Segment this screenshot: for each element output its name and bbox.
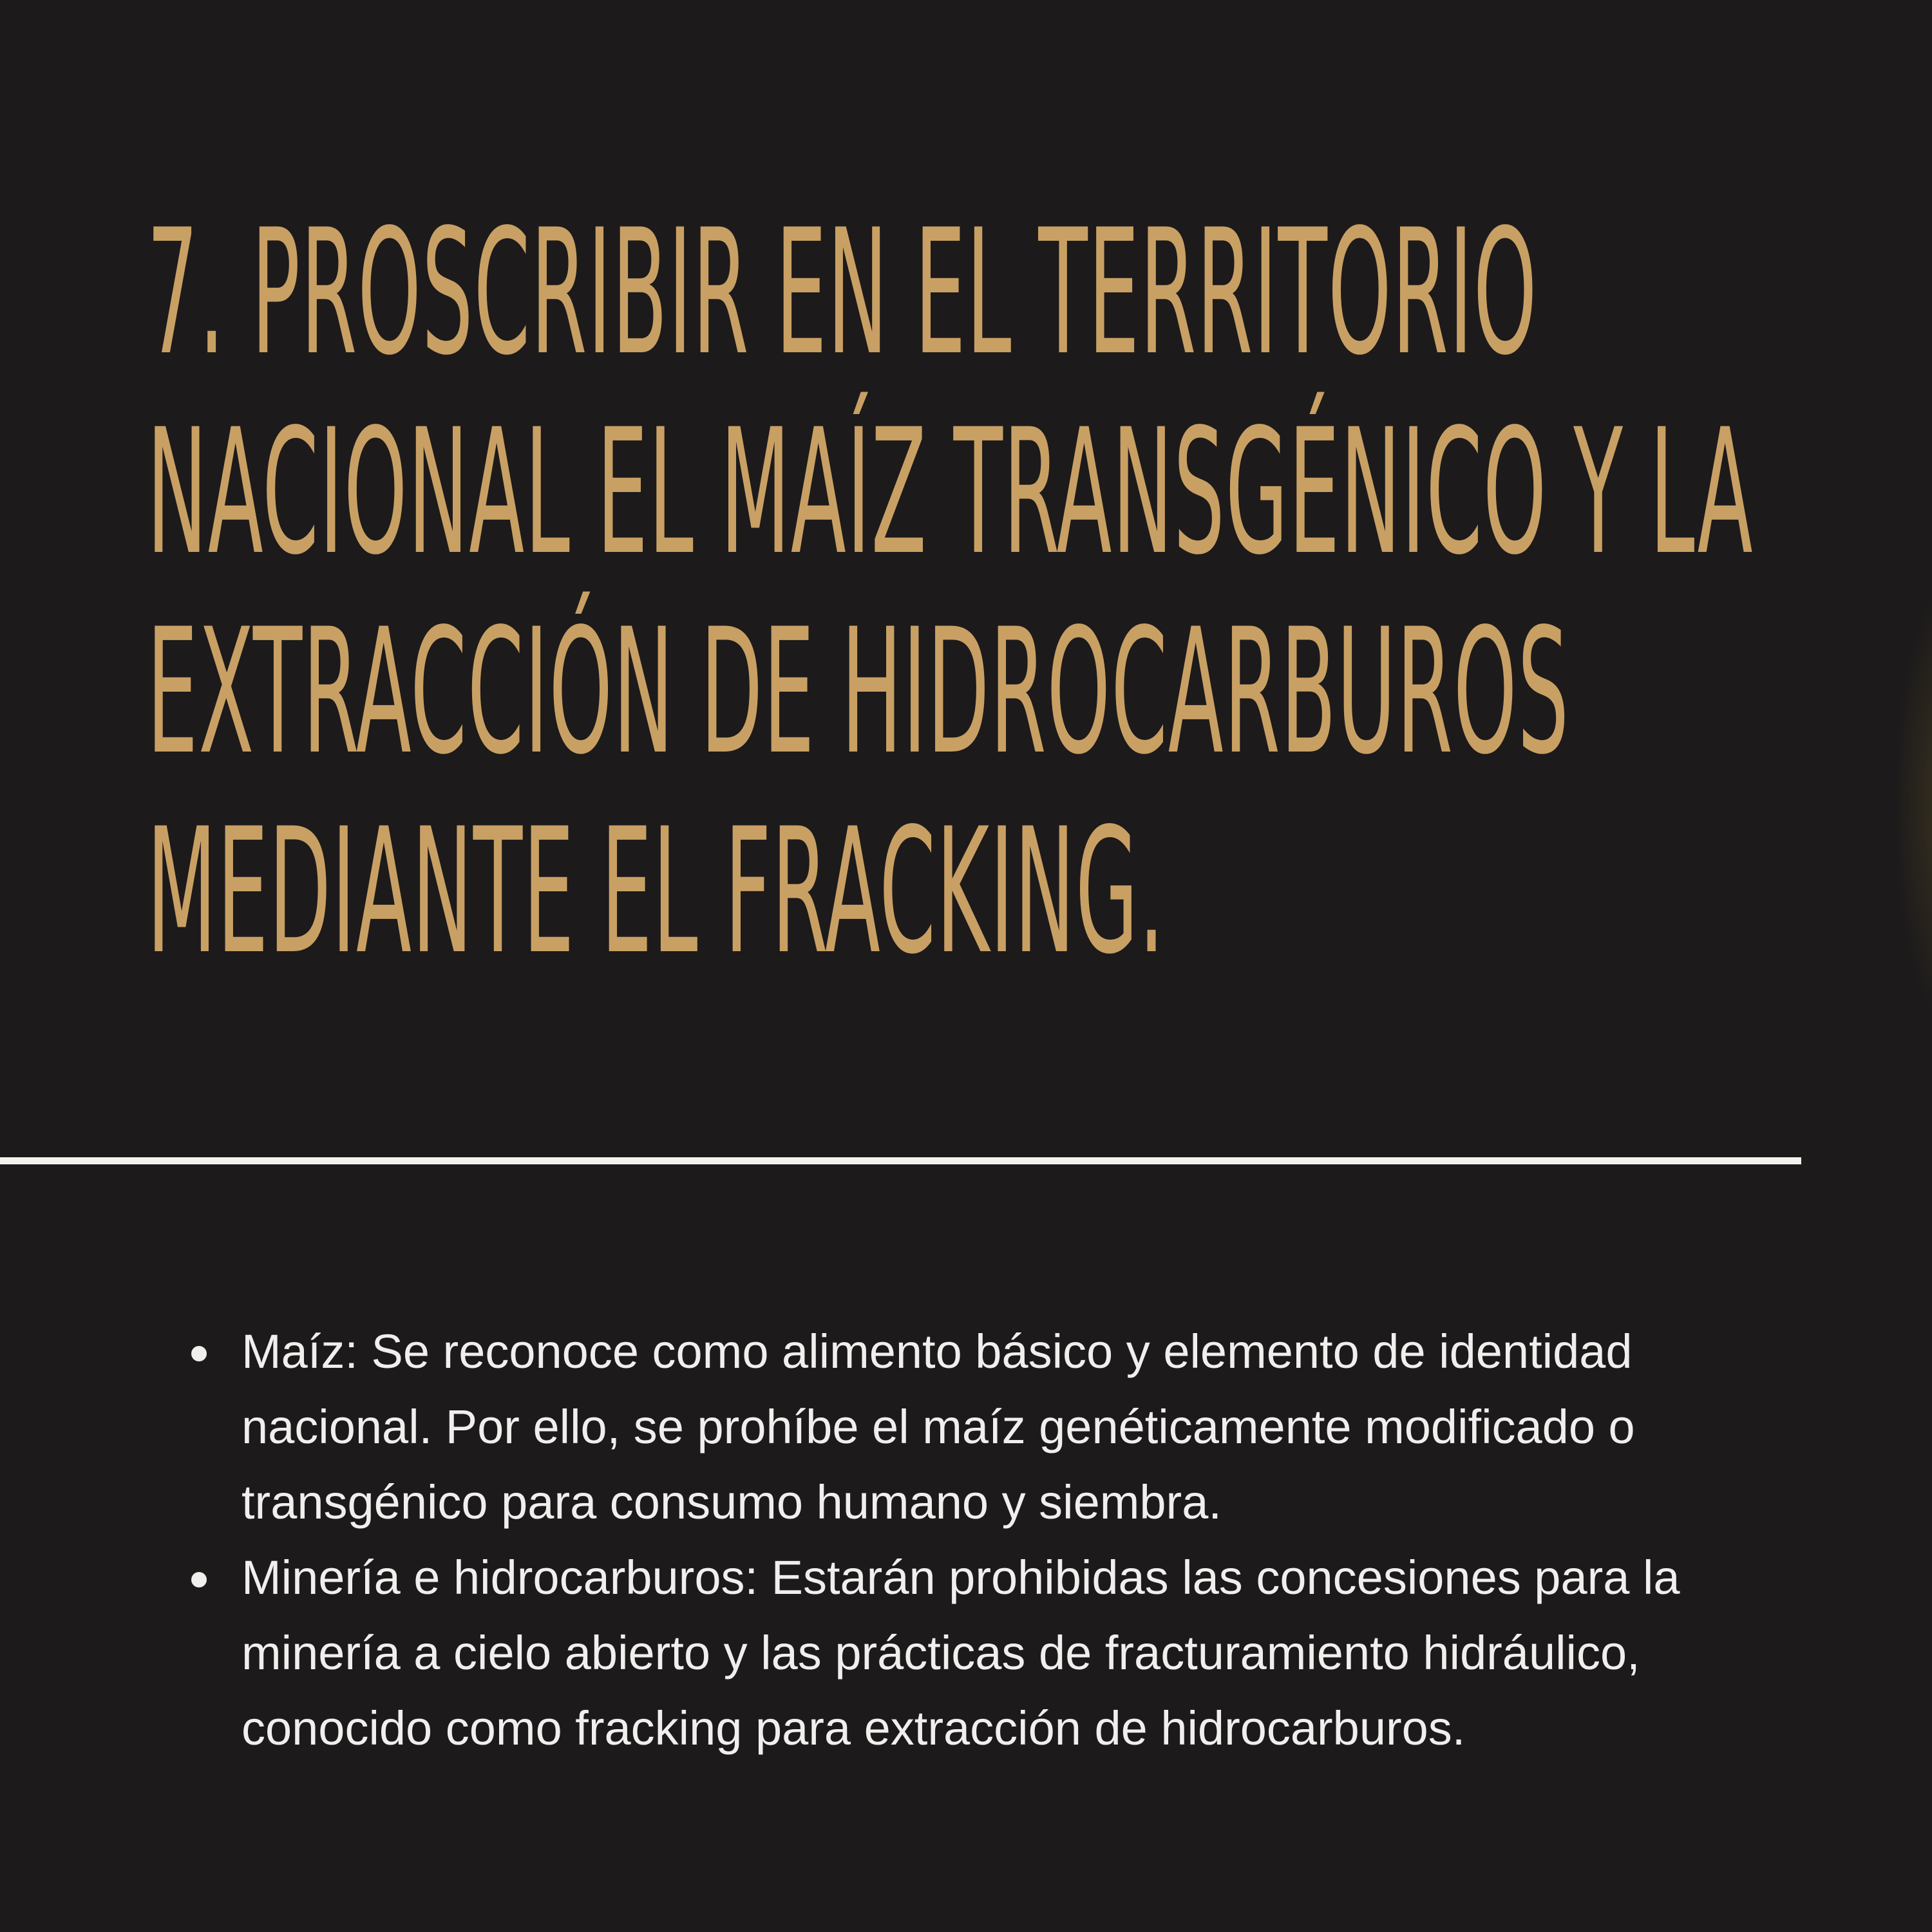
bullet-item-mineria <box>187 1540 1784 1766</box>
bullet-text-line: minería a cielo abierto y las prácticas de fracturamiento hidráulico, <box>242 1626 1640 1680</box>
bullet-text-line: Maíz: Se reconoce como alimento básico y elemento de identidad <box>242 1325 1633 1378</box>
bullet-text-line: Minería e hidrocarburos: Estarán prohibidas las concesiones para la <box>242 1551 1680 1604</box>
bullet-list <box>187 1314 1784 1766</box>
title-line-1: 7. PROSCRIBIR EN EL TERRITORIO <box>147 193 1538 393</box>
title-line-2: NACIONAL EL MAÍZ TRANSGÉNICO Y LA <box>147 392 1754 593</box>
bullet-dot-icon <box>191 1346 207 1361</box>
title-line-3: EXTRACCIÓN DE HIDROCARBUROS <box>147 592 1570 793</box>
slide-title <box>147 193 1754 992</box>
edge-glow-decoration <box>1893 580 1932 1030</box>
bullet-text-line: transgénico para consumo humano y siembra. <box>242 1475 1222 1529</box>
bullet-text-line: conocido como fracking para extracción de hidrocarburos. <box>242 1701 1466 1755</box>
bullet-item-maiz <box>187 1314 1784 1540</box>
title-line-4: MEDIANTE EL FRACKING. <box>147 791 1166 992</box>
divider-line <box>0 1157 1801 1164</box>
bullet-text-line: nacional. Por ello, se prohíbe el maíz genéticamente modificado o <box>242 1400 1635 1454</box>
bullet-dot-icon <box>191 1572 207 1587</box>
